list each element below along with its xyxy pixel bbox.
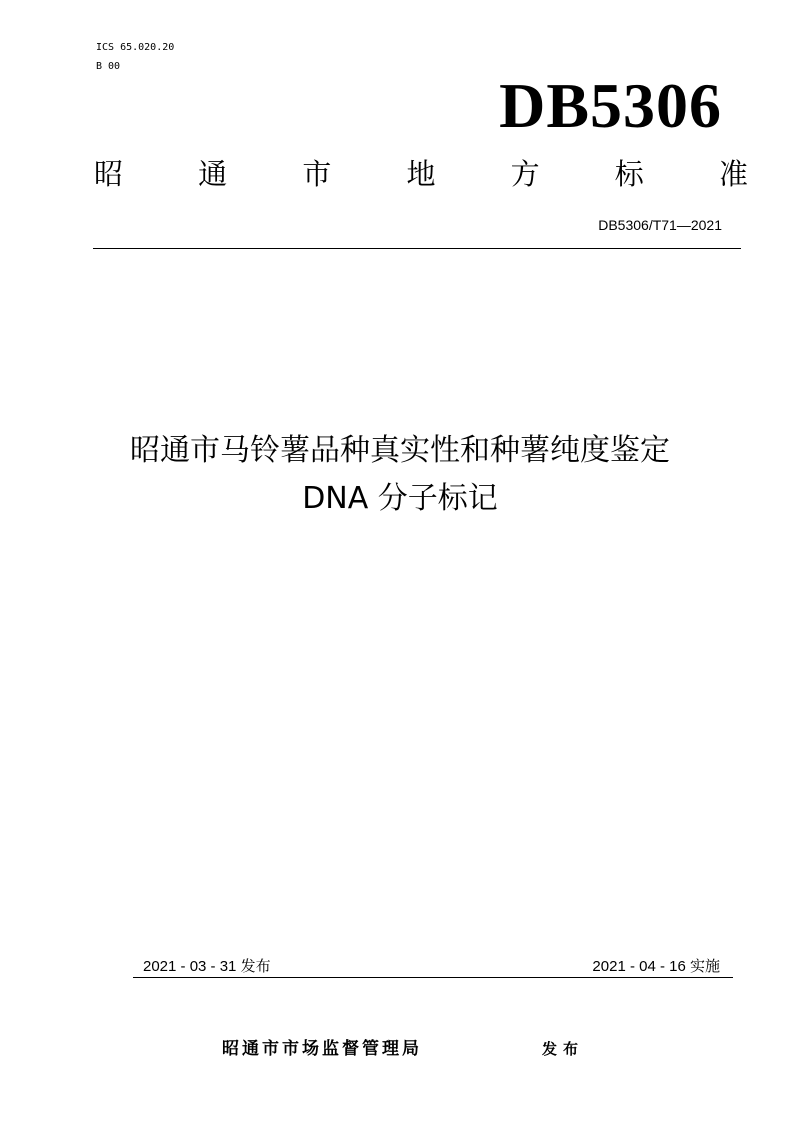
ics-code: ICS 65.020.20	[96, 42, 175, 53]
standard-type-char: 昭	[94, 157, 124, 191]
standard-type-char: 准	[718, 157, 748, 191]
standard-logo: DB5306	[499, 70, 722, 141]
footer-divider	[133, 977, 733, 978]
document-title-line-2: DNA 分子标记	[302, 481, 498, 516]
implement-date: 2021 - 04 - 16 实施	[592, 958, 720, 975]
standard-type-char: 标	[614, 157, 644, 191]
issuing-authority: 昭通市市场监督管理局	[222, 1039, 422, 1059]
header-divider	[93, 248, 741, 249]
standard-type-char: 通	[198, 157, 228, 191]
standard-type-char: 地	[406, 157, 436, 191]
document-title-line-1: 昭通市马铃薯品种真实性和种薯纯度鉴定	[130, 433, 670, 468]
standard-number: DB5306/T71—2021	[598, 217, 722, 233]
standard-type-char: 方	[510, 157, 540, 191]
publish-date: 2021 - 03 - 31 发布	[143, 958, 271, 975]
standard-type-char: 市	[302, 157, 332, 191]
issue-label: 发布	[542, 1040, 585, 1058]
standard-type	[94, 156, 748, 192]
ccs-code: B 00	[96, 61, 121, 72]
